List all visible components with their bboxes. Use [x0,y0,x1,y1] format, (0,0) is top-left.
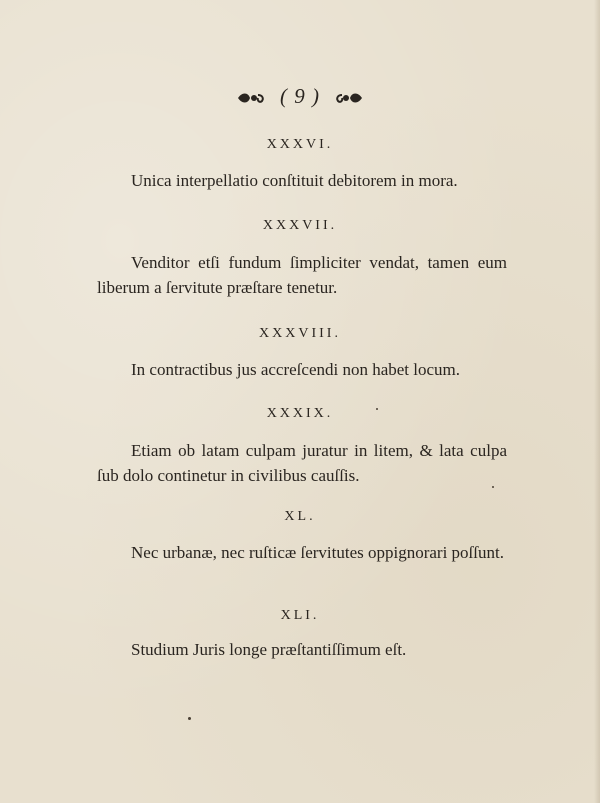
paper-speck [492,486,494,488]
thesis-xxxvi [97,168,507,193]
section-number-xxxvi: XXXVI. [266,137,334,152]
thesis-text: Venditor etſi fundum ſimpliciter vendat, tamen eum liberum a ſervitute præſtare tenetur. [97,253,507,297]
thesis-xxxviii [97,357,507,382]
page-header [0,84,600,111]
thesis-xl [97,540,507,565]
thesis-text: Etiam ob latam culpam juratur in litem, & lata culpa ſub dolo continetur in civilibus cauſſis. [97,441,507,485]
thesis-xxxvii [97,250,507,300]
thesis-text: Nec urbanæ, nec ruſticæ ſervitutes oppignorari poſſunt. [131,543,504,562]
section-number-xxxix: XXXIX. [266,406,334,421]
thesis-xxxix [97,438,507,488]
paper-speck [188,717,191,720]
thesis-text: In contractibus jus accreſcendi non habet locum. [131,360,461,379]
page-edge-shadow [594,0,600,803]
section-number-xli: XLI. [280,608,320,623]
thesis-text: Studium Juris longe præſtantiſſimum eſt. [131,640,407,659]
section-number-xxxvii: XXXVII. [262,218,338,233]
thesis-text: Unica interpellatio conſtituit debitorem in mora. [131,171,458,190]
section-number-xxxviii: XXXVIII. [259,326,341,341]
thesis-xli [97,637,507,662]
page-number: ( 9 ) [280,84,320,108]
section-number-xl: XL. [284,509,316,524]
right-fleuron-icon [334,86,364,111]
left-fleuron-icon [236,86,266,111]
paper-speck [376,408,378,410]
